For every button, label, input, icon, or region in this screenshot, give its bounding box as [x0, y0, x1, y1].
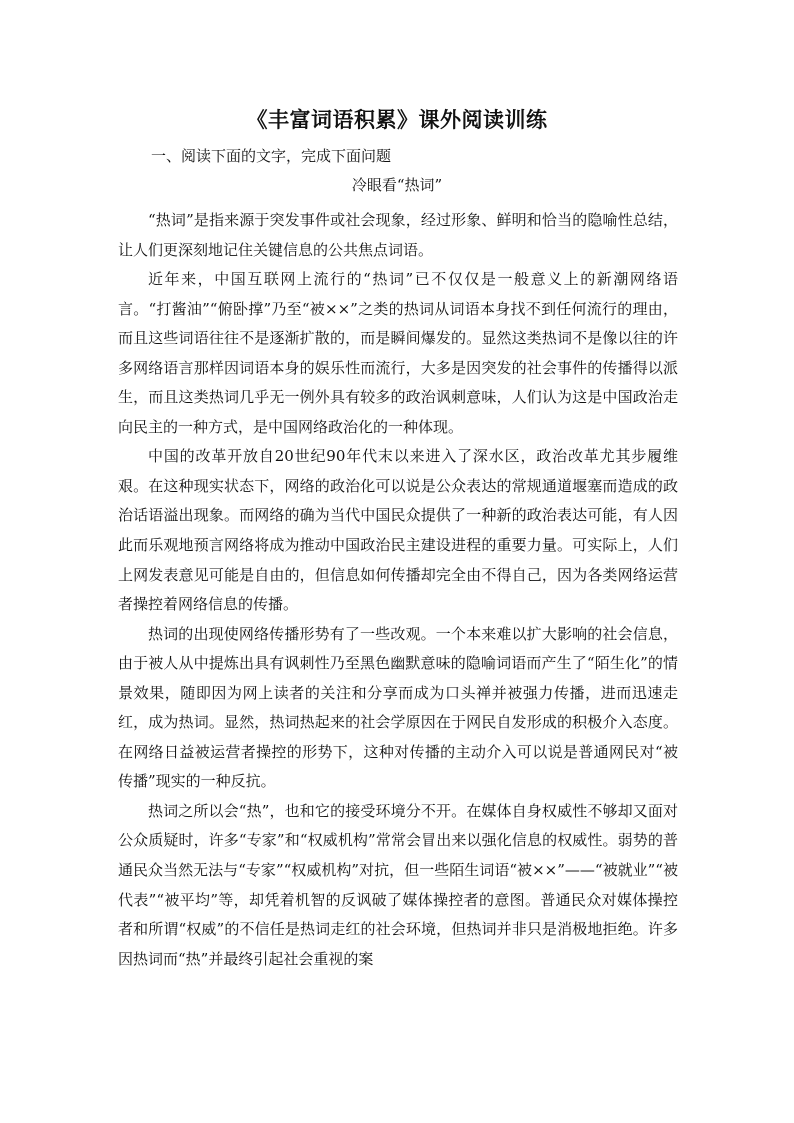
document-title: 《丰富词语积累》课外阅读训练	[246, 107, 548, 132]
paragraph-1: “热词”是指来源于突发事件或社会现象，经过形象、鲜明和恰当的隐喻性总结，让人们更深刻地记住关键信息的公共焦点词语。	[118, 211, 678, 259]
section-heading: 一、阅读下面的文字，完成下面问题	[151, 147, 392, 165]
paragraph-3: 中国的改革开放自20世纪90年代末以来进入了深水区，政治改革尤其步履维艰。在这种现实状态下，网络的政治化可以说是公众表达的常规通道堰塞而造成的政治话语溢出现象。而网络的确为当代中国民众提供了一种新的政治表达可能，有人因此而乐观地预言网络将成为推动中国政治民主建设进程的重要力量。可实际上，人们上网发表意见可能是自由的，但信息如何传播却完全由不得自己，因为各类网络运营者操控着网络信息的传播。	[118, 447, 678, 614]
paragraph-4: 热词的出现使网络传播形势有了一些改观。一个本来难以扩大影响的社会信息，由于被人从中提炼出具有讽刺性乃至黑色幽默意味的隐喻词语而产生了“陌生化”的情景效果，随即因为网上读者的关注和分享而成为口头禅并被强力传播，进而迅速走红，成为热词。显然，热词热起来的社会学原因在于网民自发形成的积极介入态度。在网络日益被运营者操控的形势下，这种对传播的主动介入可以说是普通网民对“被传播”现实的一种反抗。	[118, 624, 678, 791]
paragraph-5: 热词之所以会“热”，也和它的接受环境分不开。在媒体自身权威性不够却又面对公众质疑时，许多“专家”和“权威机构”常常会冒出来以强化信息的权威性。弱势的普通民众当然无法与“专家”“权威机构”对抗，但一些陌生词语“被××”——“被就业”“被代表”“被平均”等，却凭着机智的反讽破了媒体操控者的意图。普通民众对媒体操控者和所谓“权威”的不信任是热词走红的社会环境，但热词并非只是消极地拒绝。许多因热词而“热”并最终引起社会重视的案	[118, 801, 678, 968]
article-title: 冷眼看“热词”	[351, 176, 443, 194]
paragraph-2: 近年来，中国互联网上流行的“热词”已不仅仅是一般意义上的新潮网络语言。“打酱油”“俯卧撑”乃至“被××”之类的热词从词语本身找不到任何流行的理由，而且这些词语往往不是逐渐扩散的，而是瞬间爆发的。显然这类热词不是像以往的许多网络语言那样因词语本身的娱乐性而流行，大多是因突发的社会事件的传播得以派生，而且这类热词几乎无一例外具有较多的政治讽刺意味，人们认为这是中国政治走向民主的一种方式，是中国网络政治化的一种体现。	[118, 270, 678, 436]
article-body	[118, 206, 678, 974]
